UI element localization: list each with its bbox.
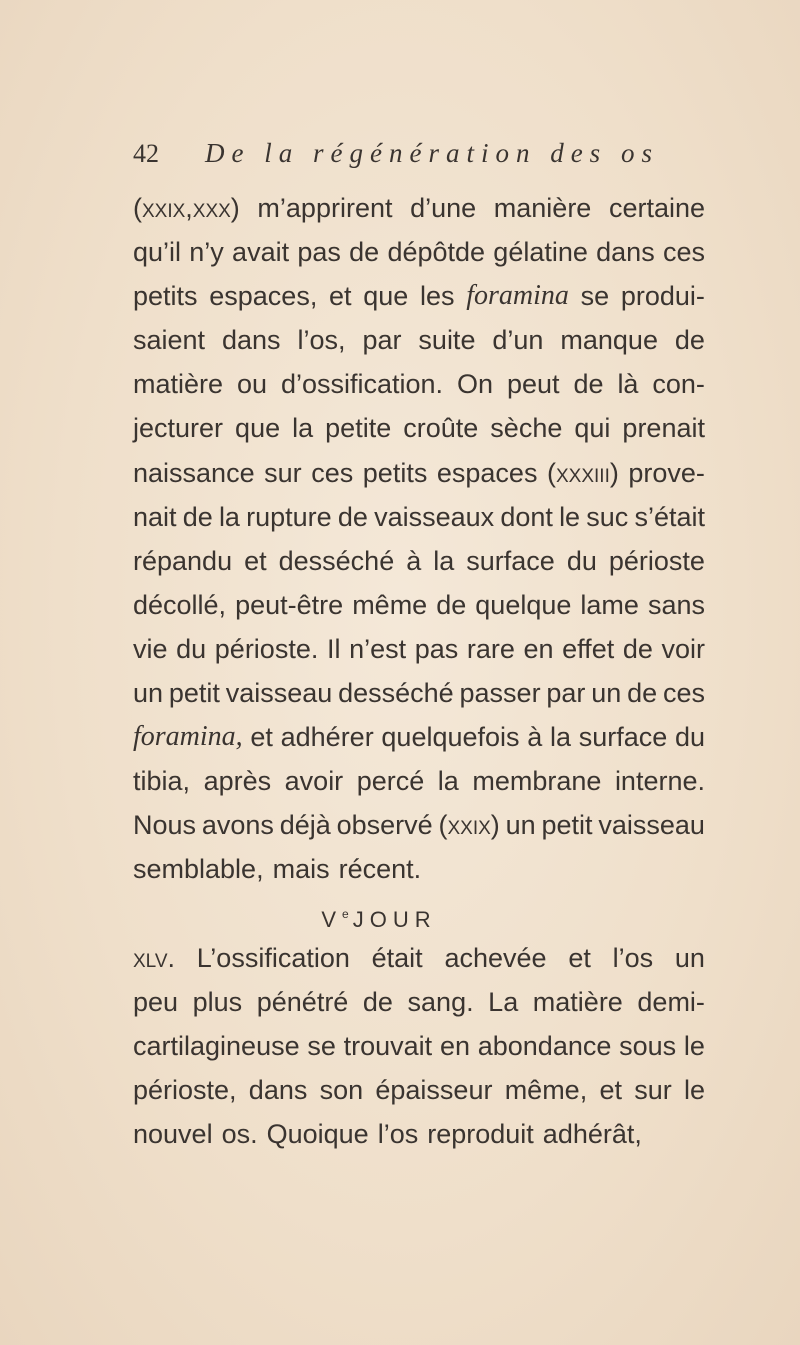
word: semblable, — [133, 854, 264, 885]
word: un — [133, 678, 164, 709]
word: peut — [506, 369, 560, 400]
word: périoste. — [214, 633, 319, 664]
word: de — [622, 633, 653, 664]
word: On — [456, 369, 494, 400]
word: jecturer — [133, 413, 224, 444]
word: de — [337, 501, 368, 532]
word: même, — [504, 1074, 588, 1105]
word: foramina — [466, 280, 569, 312]
word: de — [627, 678, 658, 709]
word: la — [433, 545, 455, 576]
word: matière — [532, 986, 623, 1017]
word: Nous — [133, 810, 197, 841]
word: peut-être — [235, 589, 344, 620]
word: sans — [647, 589, 705, 620]
word: pénétré — [256, 986, 349, 1017]
word: sèche — [490, 413, 563, 444]
word: croûte — [403, 413, 479, 444]
word: sur — [264, 457, 302, 488]
text-line — [133, 539, 705, 583]
word: le — [683, 1074, 705, 1105]
word: un — [674, 942, 705, 973]
word: trouvait — [343, 1030, 433, 1061]
word: du — [176, 633, 207, 664]
word: quelquefois — [381, 722, 520, 753]
word: sang. — [407, 986, 474, 1017]
text-line — [133, 318, 705, 362]
word: xlv. — [133, 942, 176, 973]
word: avoir — [284, 766, 344, 797]
text-line — [133, 1068, 705, 1112]
word: desséché — [338, 678, 454, 709]
word: suc — [586, 501, 629, 532]
word: surface — [578, 722, 668, 753]
word: manque — [560, 325, 658, 356]
paragraph-2 — [133, 936, 705, 1156]
text-line — [133, 1024, 705, 1068]
section-numeral: V — [321, 906, 343, 932]
word: os. — [221, 1118, 258, 1149]
word: surface — [466, 545, 555, 576]
word: par — [546, 678, 586, 709]
word: même — [352, 589, 428, 620]
word: matière — [133, 369, 224, 400]
word: pas — [414, 633, 459, 664]
word: périoste, — [133, 1074, 237, 1105]
word: voir — [661, 633, 705, 664]
word: mais — [272, 854, 330, 885]
word: en — [523, 633, 554, 664]
word: de — [436, 589, 467, 620]
section-label: JOUR — [352, 906, 437, 932]
word: quelque — [475, 589, 572, 620]
word: produi- — [620, 281, 705, 312]
word: ou — [236, 369, 268, 400]
word: dans — [222, 325, 281, 356]
word: L’ossification — [196, 942, 350, 973]
text-line — [133, 671, 705, 715]
word: plus — [192, 986, 243, 1017]
word: et — [250, 722, 273, 753]
word: l’os — [377, 1118, 419, 1149]
word: épaisseur — [375, 1074, 493, 1105]
word: suite — [418, 325, 476, 356]
running-head — [133, 138, 705, 186]
word: (xxix,xxx) — [133, 193, 240, 223]
word: et — [329, 281, 352, 312]
running-title: De la régénération des os — [205, 138, 659, 168]
word: gélatine — [493, 237, 588, 268]
word: prenait — [622, 413, 705, 444]
word: la — [292, 413, 314, 444]
word: petite — [325, 413, 392, 444]
word: nouvel — [133, 1118, 213, 1149]
text-line — [133, 362, 705, 406]
word: prove- — [628, 457, 705, 488]
word: répandu — [133, 545, 233, 576]
word: m’apprirent — [257, 193, 393, 223]
word: peu — [133, 986, 179, 1017]
word: pas — [297, 237, 341, 268]
word: ces — [662, 237, 705, 268]
text-line — [133, 406, 705, 450]
word: demi- — [637, 986, 705, 1017]
word: saient — [133, 325, 206, 356]
text-line — [133, 495, 705, 539]
word: de — [573, 369, 604, 400]
word: dépôtde — [387, 237, 486, 268]
word: petit — [541, 810, 593, 841]
word: en — [439, 1030, 470, 1061]
word: de — [349, 237, 380, 268]
word: n’y — [189, 237, 224, 268]
word: d’une — [410, 193, 477, 223]
word: qui — [574, 413, 611, 444]
word: lame — [580, 589, 639, 620]
section-heading — [133, 892, 705, 936]
word: la — [218, 501, 240, 532]
word: et — [244, 545, 267, 576]
word: (xxxiii) — [547, 457, 619, 488]
text-line — [133, 627, 705, 671]
word: que — [235, 413, 281, 444]
word: son — [319, 1074, 364, 1105]
word: passer — [459, 678, 541, 709]
word: Il — [326, 633, 341, 664]
word: déjà — [279, 810, 331, 841]
text-line — [133, 847, 705, 891]
word: le — [559, 501, 581, 532]
word: abondance — [477, 1030, 612, 1061]
word: adhérât, — [542, 1118, 642, 1149]
word: dans — [596, 237, 655, 268]
word: petit — [168, 678, 220, 709]
word: con- — [652, 369, 705, 400]
word: à — [406, 545, 422, 576]
word: là — [617, 369, 639, 400]
word: l’os — [612, 942, 654, 973]
text-line — [133, 803, 705, 847]
word: dans — [248, 1074, 308, 1105]
word: de — [674, 325, 705, 356]
word: petits — [133, 281, 198, 312]
text-line — [133, 1112, 705, 1156]
word: le — [683, 1030, 705, 1061]
word: et — [599, 1074, 622, 1105]
word: espaces, — [209, 281, 318, 312]
word: la — [437, 766, 459, 797]
word: ces — [311, 457, 354, 488]
word: récent. — [338, 854, 422, 885]
word: la — [549, 722, 571, 753]
paragraph-1 — [133, 186, 705, 892]
word: interne. — [614, 766, 705, 797]
word: adhérer — [280, 722, 374, 753]
word: un — [591, 678, 622, 709]
text-line — [133, 274, 705, 318]
word: sous — [619, 1030, 677, 1061]
word: se — [580, 281, 610, 312]
word: espaces — [436, 457, 538, 488]
word: Quoique — [266, 1118, 369, 1149]
word: membrane — [472, 766, 602, 797]
word: de — [362, 986, 393, 1017]
word: à — [527, 722, 543, 753]
word: foramina, — [133, 721, 243, 753]
word: certaine — [608, 193, 705, 223]
word: vaisseau — [225, 678, 333, 709]
text-line — [133, 715, 705, 759]
word: (xxix) — [438, 810, 500, 841]
word: se — [307, 1030, 336, 1061]
word: sur — [634, 1074, 672, 1105]
word: du — [566, 545, 597, 576]
word: que — [363, 281, 409, 312]
word: dont — [500, 501, 553, 532]
text-line — [133, 230, 705, 274]
section-superscript: e — [342, 906, 349, 921]
word: manière — [493, 193, 592, 223]
word: décollé, — [133, 589, 227, 620]
word: rupture — [246, 501, 332, 532]
word: petits — [362, 457, 428, 488]
word: n’est — [349, 633, 407, 664]
word: qu’il — [133, 237, 182, 268]
page-number: 42 — [133, 139, 159, 168]
word: ces — [662, 678, 705, 709]
word: s’était — [634, 501, 705, 532]
word: d’un — [492, 325, 544, 356]
word: desséché — [278, 545, 395, 576]
word: effet — [562, 633, 615, 664]
word: nait — [133, 501, 177, 532]
word: après — [203, 766, 272, 797]
word: rare — [466, 633, 515, 664]
text-line — [133, 980, 705, 1024]
word: l’os, — [297, 325, 346, 356]
word: d’ossification. — [280, 369, 444, 400]
book-page — [133, 138, 705, 1156]
word: percé — [356, 766, 425, 797]
word: un — [505, 810, 536, 841]
word: vaisseaux — [374, 501, 495, 532]
word: observé — [336, 810, 433, 841]
word: de — [182, 501, 213, 532]
word: vie — [133, 633, 168, 664]
word: La — [488, 986, 519, 1017]
word: vaisseau — [598, 810, 705, 841]
text-line — [133, 759, 705, 803]
word: était — [371, 942, 423, 973]
word: et — [568, 942, 591, 973]
word: cartilagineuse — [133, 1030, 300, 1061]
word: naissance — [133, 457, 255, 488]
word: du — [674, 722, 705, 753]
word: reproduit — [427, 1118, 534, 1149]
text-line — [133, 186, 705, 230]
word: périoste — [608, 545, 705, 576]
word: avait — [232, 237, 290, 268]
word: les — [420, 281, 455, 312]
text-line — [133, 583, 705, 627]
word: achevée — [444, 942, 547, 973]
word: avons — [201, 810, 274, 841]
word: par — [362, 325, 402, 356]
word: tibia, — [133, 766, 191, 797]
text-line — [133, 451, 705, 495]
text-line — [133, 936, 705, 980]
